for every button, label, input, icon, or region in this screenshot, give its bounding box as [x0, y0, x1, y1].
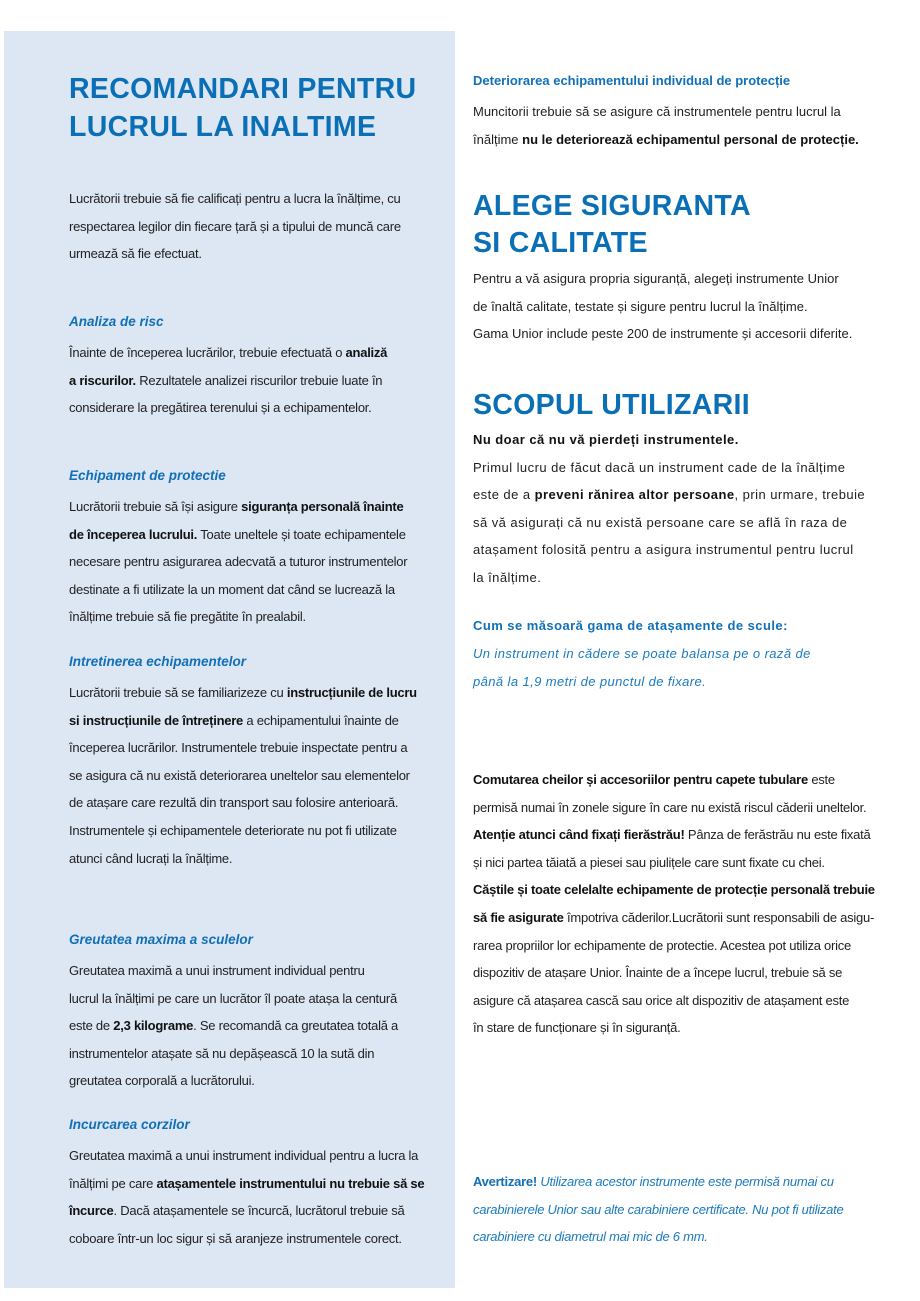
scope-paragraph: Nu doar că nu vă pierdeți instrumentele. Primul lucru de făcut dacă un instrument cade de la înălțime este de a preveni rănirea altor persoane, prin urmare, trebuie să vă asigurați că nu există persoane care se află în raza de atașament folosită pentru a asigura instrumentul pentru lucrul la înălțime.	[473, 432, 866, 585]
risk-analysis-heading: Analiza de risc	[69, 314, 164, 329]
deterioration-paragraph: Muncitorii trebuie să se asigure că instrumentele pentru lucrul la înălțime nu le deteriorează echipamentul personal de protecție.	[473, 104, 859, 147]
warning-paragraph: Avertizare! Utilizarea acestor instrumente este permisă numai cu carabinierele Unior sau alte carabiniere certificate. Nu pot fi utilizate carabiniere cu diametrul mai mic de 6 mm.	[473, 1174, 844, 1245]
maintenance-heading: Intretinerea echipamentelor	[69, 654, 247, 669]
commute-paragraph: Comutarea cheilor și accesoriilor pentru capete tubulare este permisă numai în zonele sigure în care nu există riscul căderii uneltelor. Atenție atunci când fixați fierăstrău! Pânza de ferăstrău nu este fixată și nici partea tăiată a piesei sau piulițele care sunt fixate cu chei. Căștile și toate celelalte echipamente de protecție personală trebuie să fie asigurate împotriva căderilor.Lucrătorii sunt responsabili de asigu- rarea propriilor lor echipamente de protectie. Acestea pot utiliza orice dispozitiv de atașare Unior. Înainte de a începe lucrul, trebuie să se asigure că atașarea cască sau orice alt dispozitiv de atașament este în stare de funcționare și în siguranță.	[473, 772, 875, 1036]
max-weight-paragraph: Greutatea maximă a unui instrument individual pentru lucrul la înălțimi pe care un lucrător îl poate atașa la centură este de 2,3 kilograme. Se recomandă ca greutatea totală a instrumentelor atașate să nu depășească 10 la sută din greutatea corporală a lucrătorului.	[69, 963, 399, 1089]
max-weight-heading: Greutatea maxima a sculelor	[69, 932, 253, 947]
protection-paragraph: Lucrătorii trebuie să își asigure siguranța personală înainte de începerea lucrului. Toate uneltele și toate echipamentele necesare pentru asigurarea adecvată a tuturor instrumentelor destinate a fi utilizate la un moment dat când se lucrează la înălțime trebuie să fie pregătite în prealabil.	[69, 499, 408, 625]
choose-safety-paragraph: Pentru a vă asigura propria siguranță, alegeți instrumente Unior de înaltă calitate, testate și sigure pentru lucrul la înălțime. Gama Unior include peste 200 de instrumente și accesorii diferite.	[473, 271, 853, 342]
intro-paragraph: Lucrătorii trebuie să fie calificați pentru a lucra la înălțime, cu respectarea legilor din fiecare țară și a tipului de muncă care urmează să fie efectuat.	[69, 191, 401, 262]
choose-safety-title: ALEGE SIGURANTA SI CALITATE	[473, 190, 751, 259]
risk-analysis-paragraph: Înainte de începerea lucrărilor, trebuie efectuată o analiză a riscurilor. Rezultatele analizei riscurilor trebuie luate în considerare la pregătirea terenului și a echipamentelor.	[69, 345, 388, 416]
tangle-paragraph: Greutatea maximă a unui instrument individual pentru a lucra la înălțimi pe care atașamentele instrumentului nu trebuie să se încurce. Dacă atașamentele se încurcă, lucrătorul trebuie să coboare într-un loc sigur și să aranjeze instrumentele corect.	[69, 1148, 425, 1246]
deterioration-heading: Deteriorarea echipamentului individual de protecție	[473, 73, 791, 88]
attachment-range-heading: Cum se măsoară gama de atașamente de scule:	[473, 618, 788, 633]
maintenance-paragraph: Lucrătorii trebuie să se familiarizeze cu instrucțiunile de lucru si instrucțiunile de întreținere a echipamentului înainte de începerea lucrărilor. Instrumentele trebuie inspectate pentru a se asigura că nu există deteriorarea uneltelor sau elementelor de atașare care rezultă din transport sau folosire anterioară. Instrumentele și echipamentele deteriorate nu pot fi utilizate atunci când lucrați la înălțime.	[69, 685, 417, 866]
page-title: RECOMANDARI PENTRU LUCRUL LA INALTIME	[69, 73, 417, 143]
warning-label: Avertizare!	[473, 1174, 537, 1189]
attachment-range-text: Un instrument in cădere se poate balansa pe o rază de până la 1,9 metri de punctul de fixare.	[473, 646, 811, 689]
scope-title: SCOPUL UTILIZARII	[473, 389, 750, 421]
protection-heading: Echipament de protectie	[69, 468, 226, 483]
tangle-heading: Incurcarea corzilor	[69, 1117, 190, 1132]
